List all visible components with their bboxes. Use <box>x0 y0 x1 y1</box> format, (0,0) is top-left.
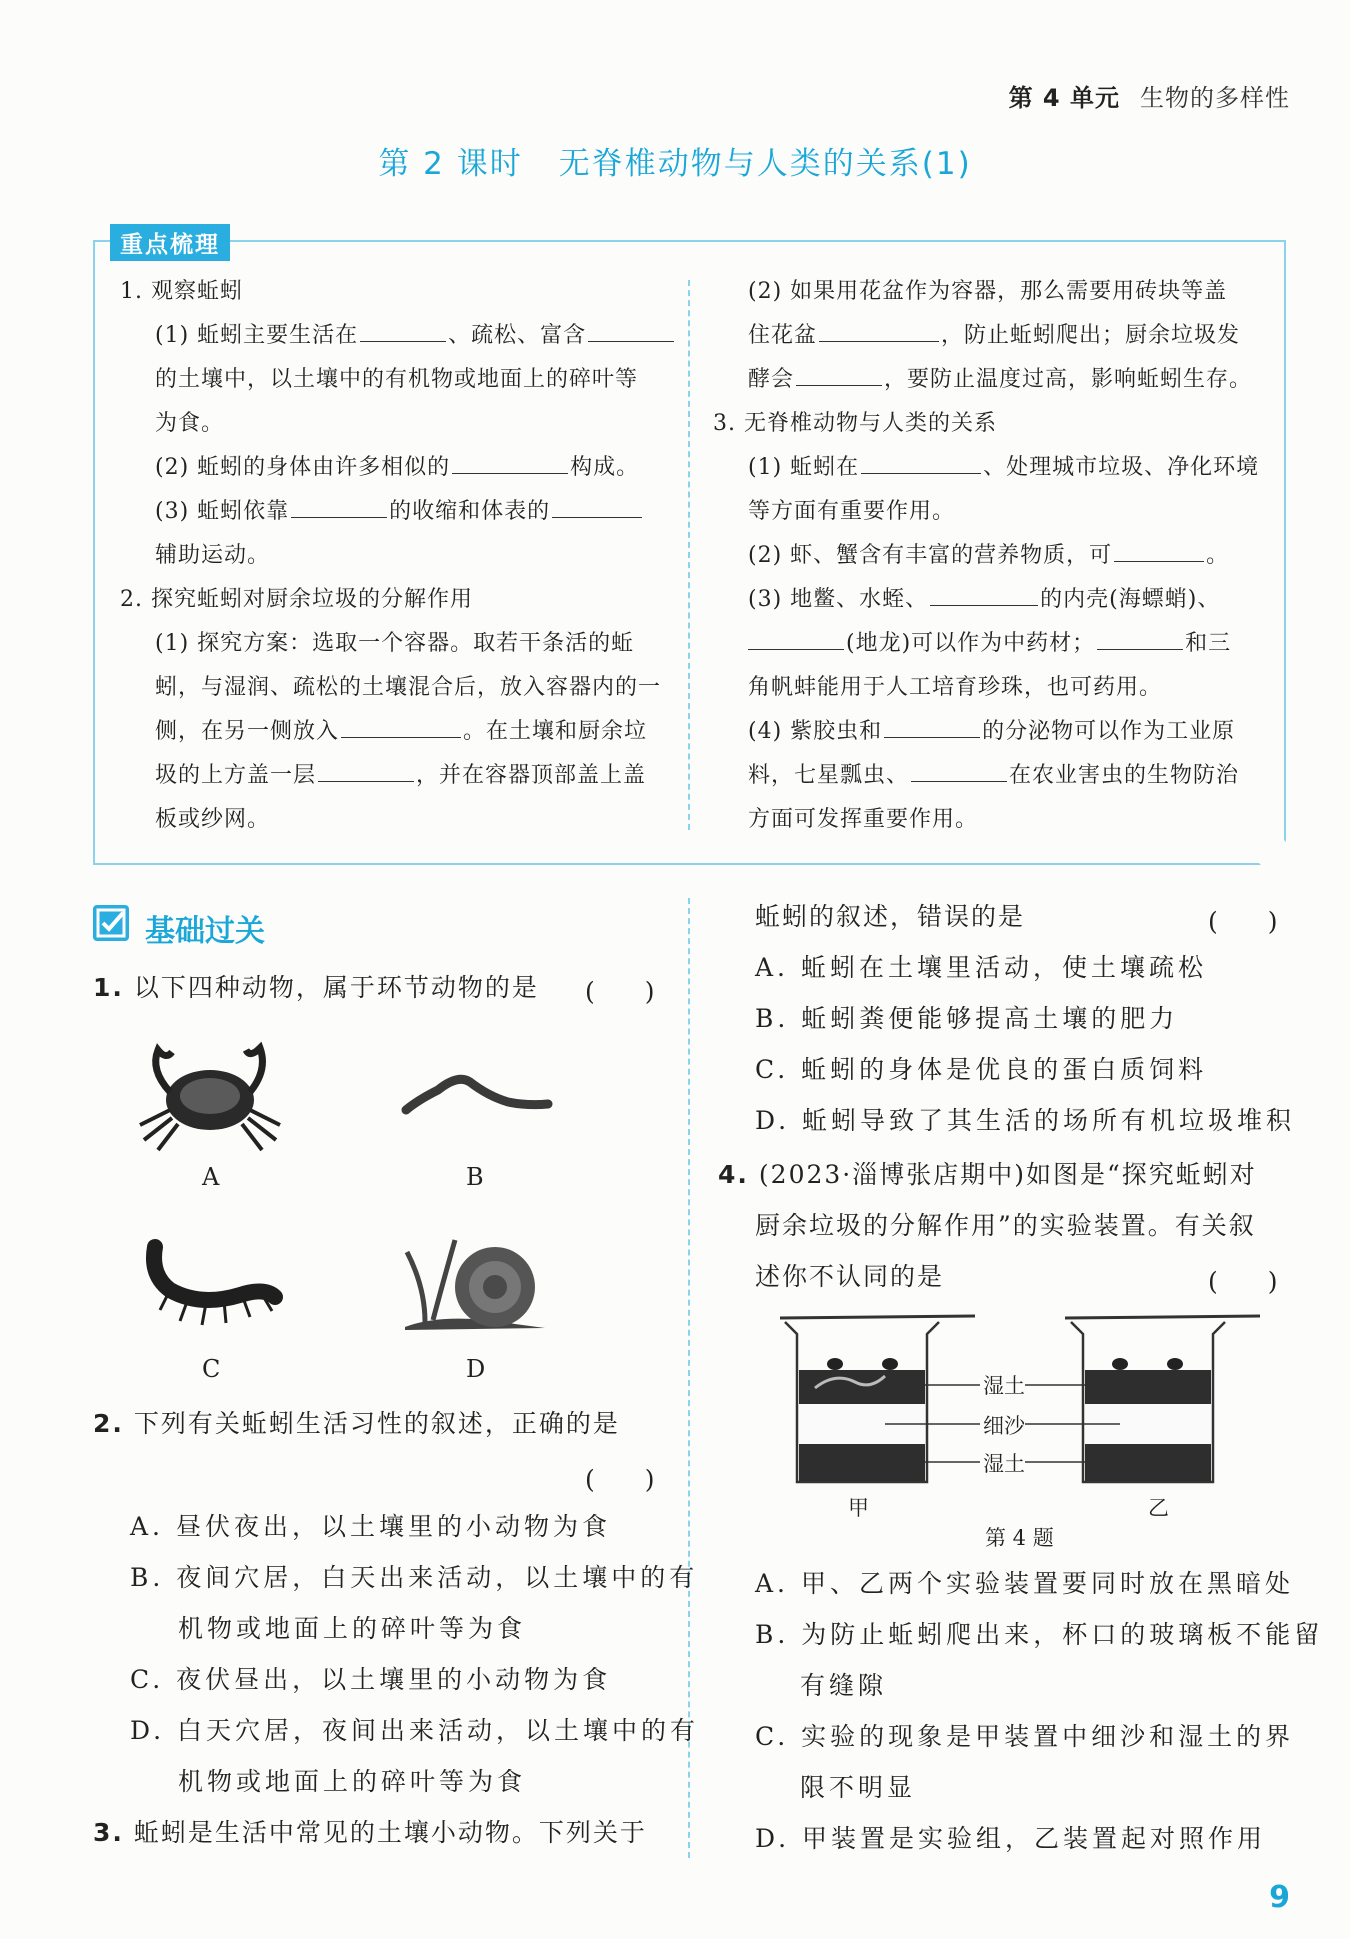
question-1-text: 以下四种动物，属于环节动物的是 <box>133 973 539 1002</box>
question-4-option-c-cont: 限不明显 <box>800 1773 917 1802</box>
blank <box>291 491 387 518</box>
summary-right-line-4: 3. 无脊椎动物与人类的关系 <box>713 411 997 436</box>
blank <box>930 579 1038 606</box>
question-2-option-c: C. 夜伏昼出，以土壤里的小动物为食 <box>130 1665 612 1694</box>
blank <box>819 315 939 342</box>
question-2-number: 2. <box>93 1409 124 1438</box>
summary-left-line-12: 圾的上方盖一层 ，并在容器顶部盖上盖 <box>155 754 646 798</box>
question-3-number: 3. <box>93 1818 124 1847</box>
figure-label-fine-sand: 细沙 <box>983 1414 1025 1438</box>
blank <box>748 623 844 650</box>
blank <box>1097 623 1183 650</box>
question-3-option-b: B. 蚯蚓粪便能够提高土壤的肥力 <box>755 1004 1179 1033</box>
option-b-label: B <box>466 1163 484 1191</box>
summary-left-line-3: 的土壤中，以土壤中的有机物或地面上的碎叶等 <box>155 367 639 392</box>
question-4-number: 4. <box>718 1160 749 1189</box>
figure-label-wet-soil-bottom: 湿土 <box>983 1452 1025 1476</box>
summary-left-line-13: 板或纱网。 <box>155 807 271 832</box>
summary-divider <box>688 280 690 830</box>
summary-right-line-10: 角帆蚌能用于人工培育珍珠，也可药用。 <box>748 675 1163 700</box>
summary-left-line-1: 1. 观察蚯蚓 <box>120 279 243 304</box>
blank <box>861 447 981 474</box>
question-4-answer-paren: ( ) <box>1208 1267 1278 1296</box>
question-2-option-b: B. 夜间穴居，白天出来活动，以土壤中的有 <box>130 1563 699 1592</box>
question-2-option-d: D. 白天穴居，夜间出来活动，以土壤中的有 <box>130 1716 700 1745</box>
centipede-image <box>140 1235 285 1330</box>
blank <box>796 359 882 386</box>
summary-left-line-9: (1) 探究方案：选取一个容器。取若干条活的蚯 <box>155 631 635 656</box>
summary-right-line-5: (1) 蚯蚓在 、处理城市垃圾、净化环境 <box>748 446 1259 490</box>
lesson-label: 第 2 课时 <box>378 146 523 182</box>
summary-right-line-7: (2) 虾、蟹含有丰富的营养物质，可 。 <box>748 534 1229 578</box>
question-1-answer-paren: ( ) <box>585 977 655 1006</box>
unit-title: 生物的多样性 <box>1140 84 1290 112</box>
option-a-label: A <box>202 1163 220 1191</box>
question-3-option-d: D. 蚯蚓导致了其生活的场所有机垃圾堆积 <box>755 1106 1296 1135</box>
blank <box>452 447 568 474</box>
question-1 <box>93 962 539 1013</box>
blank <box>1114 535 1204 562</box>
unit-label: 第 4 单元 <box>1008 84 1120 112</box>
summary-right-line-12: 料，七星瓢虫、 在农业害虫的生物防治 <box>748 754 1239 798</box>
question-4-text-2: 厨余垃圾的分解作用”的实验装置。有关叙 <box>755 1211 1256 1240</box>
section-title: 基础过关 <box>145 914 265 949</box>
summary-right-line-2: 住花盆 ，防止蚯蚓爬出；厨余垃圾发 <box>748 314 1240 358</box>
summary-left-line-11: 侧，在另一侧放入 。在土壤和厨余垃 <box>155 710 647 754</box>
earthworm-image <box>398 1060 553 1120</box>
question-4 <box>718 1149 1257 1200</box>
summary-right-line-13: 方面可发挥重要作用。 <box>748 807 979 832</box>
crab-image <box>130 1030 290 1155</box>
question-3-text-1: 蚯蚓是生活中常见的土壤小动物。下列关于 <box>133 1818 647 1847</box>
question-3-option-a: A. 蚯蚓在土壤里活动，使土壤疏松 <box>755 953 1207 982</box>
lesson-name: 无脊椎动物与人类的关系(1) <box>558 146 972 182</box>
question-2-answer-paren: ( ) <box>585 1465 655 1494</box>
summary-right-line-1: (2) 如果用花盆作为容器，那么需要用砖块等盖 <box>748 279 1228 304</box>
summary-left-line-6: (3) 蚯蚓依靠 的收缩和体表的 <box>155 490 644 534</box>
question-4-text-3: 述你不认同的是 <box>755 1262 945 1291</box>
blank <box>360 315 446 342</box>
summary-left-line-5: (2) 蚯蚓的身体由许多相似的 构成。 <box>155 446 639 490</box>
question-4-option-d: D. 甲装置是实验组，乙装置起对照作用 <box>755 1824 1267 1853</box>
question-4-option-c: C. 实验的现象是甲装置中细沙和湿土的界 <box>755 1722 1295 1751</box>
figure-label-jia: 甲 <box>848 1496 869 1520</box>
blank <box>318 755 414 782</box>
question-2-option-a: A. 昼伏夜出，以土壤里的小动物为食 <box>130 1512 611 1541</box>
question-4-option-b-cont: 有缝隙 <box>800 1671 888 1700</box>
blank <box>884 711 980 738</box>
blank <box>552 491 642 518</box>
question-1-number: 1. <box>93 973 124 1002</box>
summary-right-line-9: (地龙)可以作为中药材； 和三 <box>748 622 1231 666</box>
question-2-option-d-cont: 机物或地面上的碎叶等为食 <box>178 1767 527 1796</box>
summary-right-line-11: (4) 紫胶虫和 的分泌物可以作为工业原 <box>748 710 1235 754</box>
summary-left-line-4: 为食。 <box>155 411 225 436</box>
question-4-text-1: (2023·淄博张店期中)如图是“探究蚯蚓对 <box>758 1160 1257 1189</box>
summary-right-line-3: 酵会 ，要防止温度过高，影响蚯蚓生存。 <box>748 358 1252 402</box>
question-2-text: 下列有关蚯蚓生活习性的叙述，正确的是 <box>133 1409 620 1438</box>
blank <box>341 711 461 738</box>
question-4-option-b: B. 为防止蚯蚓爬出来，杯口的玻璃板不能留 <box>755 1620 1324 1649</box>
option-d-label: D <box>466 1355 486 1383</box>
checkmark-icon <box>93 905 129 941</box>
summary-left-line-8: 2. 探究蚯蚓对厨余垃圾的分解作用 <box>120 587 473 612</box>
blank <box>911 755 1007 782</box>
figure-label-wet-soil-top: 湿土 <box>983 1374 1025 1398</box>
summary-left-line-10: 蚓，与湿润、疏松的土壤混合后，放入容器内的一 <box>155 675 662 700</box>
blank <box>588 315 674 342</box>
figure-caption: 第 4 题 <box>985 1526 1054 1550</box>
summary-tab: 重点梳理 <box>110 224 230 261</box>
question-3-text-2: 蚯蚓的叙述，错误的是 <box>755 902 1026 931</box>
question-2-option-b-cont: 机物或地面上的碎叶等为食 <box>178 1614 527 1643</box>
question-3-option-c: C. 蚯蚓的身体是优良的蛋白质饲料 <box>755 1055 1208 1084</box>
summary-right-line-8: (3) 地鳖、水蛭、 的内壳(海螵蛸)、 <box>748 578 1220 622</box>
summary-right-line-6: 等方面有重要作用。 <box>748 499 956 524</box>
question-4-option-a: A. 甲、乙两个实验装置要同时放在黑暗处 <box>755 1569 1294 1598</box>
summary-left-line-7: 辅助运动。 <box>155 543 271 568</box>
question-3 <box>93 1807 647 1858</box>
unit-header <box>1009 78 1290 113</box>
lesson-title <box>0 138 1350 183</box>
figure-label-yi: 乙 <box>1148 1496 1169 1520</box>
question-2 <box>93 1398 620 1449</box>
snail-image <box>395 1232 555 1337</box>
page-number: 9 <box>1269 1880 1290 1915</box>
question-3-answer-paren: ( ) <box>1208 907 1278 936</box>
option-c-label: C <box>202 1355 221 1383</box>
summary-left-line-2: (1) 蚯蚓主要生活在 、疏松、富含 <box>155 314 676 358</box>
